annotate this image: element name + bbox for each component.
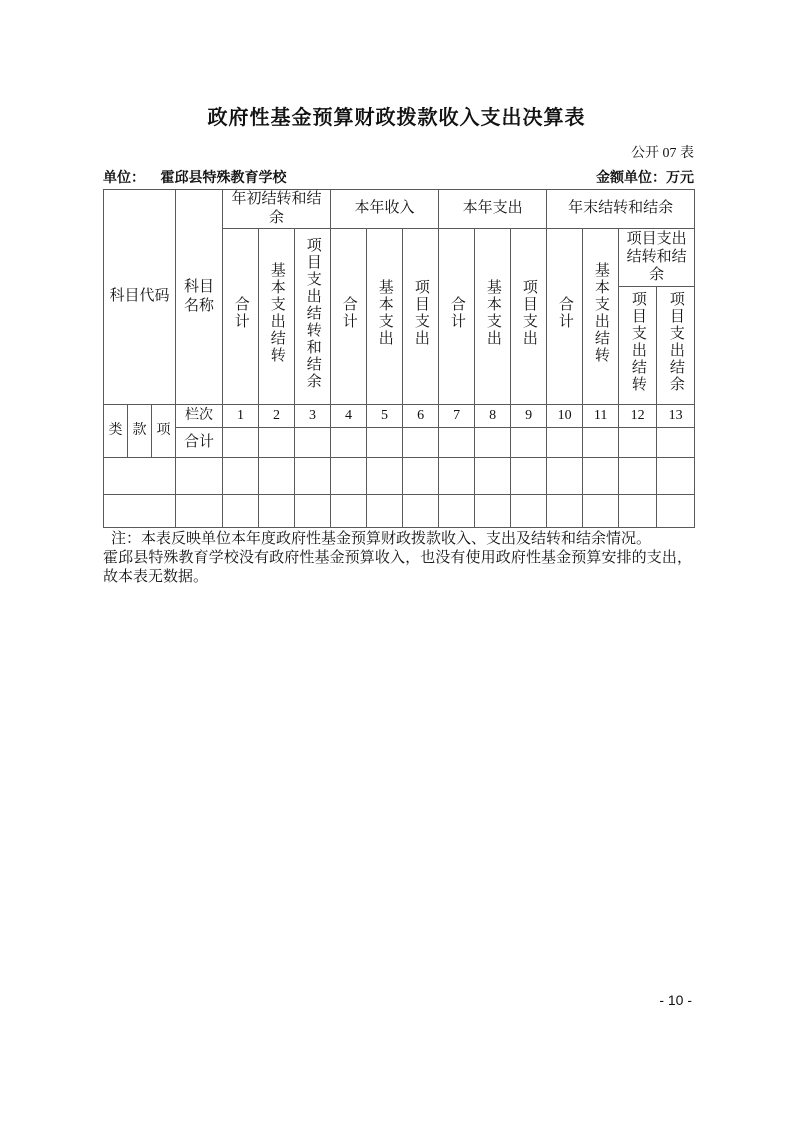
col-header-income-project-label: 项目支出	[412, 279, 429, 348]
table-cell	[331, 427, 367, 457]
table-cell	[547, 457, 583, 494]
unit-line	[103, 167, 694, 187]
table-cell	[367, 494, 403, 527]
empty-row	[104, 457, 695, 494]
group-header-current-year-income: 本年收入	[331, 190, 439, 229]
col-header-yearend-total	[547, 228, 583, 404]
col-header-begin-basic-carryover	[259, 228, 295, 404]
code-sub-category: 类	[104, 404, 128, 457]
table-cell	[403, 457, 439, 494]
table-cell	[331, 494, 367, 527]
table-cell	[657, 427, 695, 457]
group-header-current-year-expenditure: 本年支出	[439, 190, 547, 229]
table-cell	[619, 457, 657, 494]
table-cell	[259, 457, 295, 494]
table-cell	[439, 494, 475, 527]
col-header-begin-total	[223, 228, 259, 404]
col-header-income-basic-label: 基本支出	[376, 279, 393, 348]
col-header-expend-total-label: 合计	[448, 296, 465, 331]
table-cell	[657, 494, 695, 527]
table-cell	[547, 427, 583, 457]
page-title: 政府性基金预算财政拨款收入支出决算表	[207, 107, 586, 129]
col-header-expend-basic	[475, 228, 511, 404]
table-cell	[104, 457, 176, 494]
note-line: 霍邱县特殊教育学校没有政府性基金预算收入，也没有使用政府性基金预算安排的支出，故本表无数据。	[103, 550, 692, 585]
col-header-income-project	[403, 228, 439, 404]
column-number: 12	[619, 404, 657, 427]
table-cell	[619, 494, 657, 527]
page-number: - 10 -	[659, 992, 692, 1008]
total-row-label: 合计	[176, 427, 223, 457]
col-header-yearend-project-carryforward	[619, 286, 657, 404]
subgroup-header-yearend-project-label: 项目支出结转和结余	[626, 230, 687, 283]
code-sub-item: 项	[152, 404, 176, 457]
col-header-begin-project-carryover-label: 项目支出结转和结余	[304, 236, 321, 390]
subgroup-header-yearend-project	[619, 228, 695, 286]
header-group-row	[104, 190, 695, 229]
col-header-begin-total-label: 合计	[232, 296, 249, 331]
table-cell	[259, 494, 295, 527]
column-number: 5	[367, 404, 403, 427]
column-number: 10	[547, 404, 583, 427]
subject-code-header: 科目代码	[104, 190, 176, 405]
table-cell	[295, 494, 331, 527]
table-cell	[367, 427, 403, 457]
total-row	[104, 427, 695, 457]
col-header-yearend-project-surplus-label: 项目支出结余	[667, 291, 684, 394]
table-cell	[259, 427, 295, 457]
code-sub-section: 款	[128, 404, 152, 457]
column-number: 8	[475, 404, 511, 427]
table-cell	[176, 494, 223, 527]
table-cell	[657, 457, 695, 494]
col-header-expend-project	[511, 228, 547, 404]
table-cell	[511, 427, 547, 457]
column-number: 1	[223, 404, 259, 427]
col-header-begin-project-carryover	[295, 228, 331, 404]
table-cell	[439, 427, 475, 457]
column-index-label: 栏次	[176, 404, 223, 427]
column-number: 3	[295, 404, 331, 427]
col-header-expend-total	[439, 228, 475, 404]
col-header-income-basic	[367, 228, 403, 404]
col-header-yearend-basic-carryover-label: 基本支出结转	[592, 262, 609, 365]
empty-row	[104, 494, 695, 527]
table-cell	[176, 457, 223, 494]
col-header-yearend-project-surplus	[657, 286, 695, 404]
table-cell	[619, 427, 657, 457]
col-header-income-total	[331, 228, 367, 404]
column-number: 9	[511, 404, 547, 427]
table-cell	[295, 427, 331, 457]
form-number: 公开 07 表	[631, 146, 694, 161]
table-cell	[403, 494, 439, 527]
table-cell	[511, 457, 547, 494]
table-cell	[511, 494, 547, 527]
col-header-yearend-project-carryforward-label: 项目支出结转	[629, 291, 646, 394]
column-number: 4	[331, 404, 367, 427]
unit-label: 单位：	[103, 171, 145, 186]
column-number: 2	[259, 404, 295, 427]
table-cell	[475, 457, 511, 494]
footnotes	[103, 530, 692, 587]
column-number: 13	[657, 404, 695, 427]
group-header-beginning-balance-label: 年初结转和结余	[231, 191, 322, 226]
note-line: 注：本表反映单位本年度政府性基金预算财政拨款收入、支出及结转和结余情况。	[111, 531, 652, 547]
col-header-income-total-label: 合计	[340, 296, 357, 331]
column-number: 6	[403, 404, 439, 427]
table-cell	[104, 494, 176, 527]
table-cell	[583, 427, 619, 457]
col-header-expend-basic-label: 基本支出	[484, 279, 501, 348]
group-header-beginning-balance	[223, 190, 331, 229]
table-cell	[547, 494, 583, 527]
table-cell	[331, 457, 367, 494]
table-cell	[223, 494, 259, 527]
col-header-begin-basic-carryover-label: 基本支出结转	[268, 262, 285, 365]
col-header-expend-project-label: 项目支出	[520, 279, 537, 348]
col-header-yearend-basic-carryover	[583, 228, 619, 404]
table-cell	[223, 457, 259, 494]
table-cell	[367, 457, 403, 494]
subject-name-header	[176, 190, 223, 405]
table-cell	[295, 457, 331, 494]
budget-table	[103, 189, 695, 528]
column-number: 11	[583, 404, 619, 427]
unit-name: 霍邱县特殊教育学校	[160, 171, 287, 186]
group-header-yearend-balance: 年末结转和结余	[547, 190, 695, 229]
table-cell	[583, 494, 619, 527]
table-cell	[403, 427, 439, 457]
amount-unit-label: 金额单位：万元	[596, 171, 694, 186]
col-header-yearend-total-label: 合计	[556, 296, 573, 331]
column-index-row	[104, 404, 695, 427]
column-number: 7	[439, 404, 475, 427]
table-cell	[439, 457, 475, 494]
table-cell	[475, 427, 511, 457]
table-cell	[223, 427, 259, 457]
table-cell	[475, 494, 511, 527]
table-cell	[583, 457, 619, 494]
subject-name-label: 科目名称	[184, 279, 215, 314]
